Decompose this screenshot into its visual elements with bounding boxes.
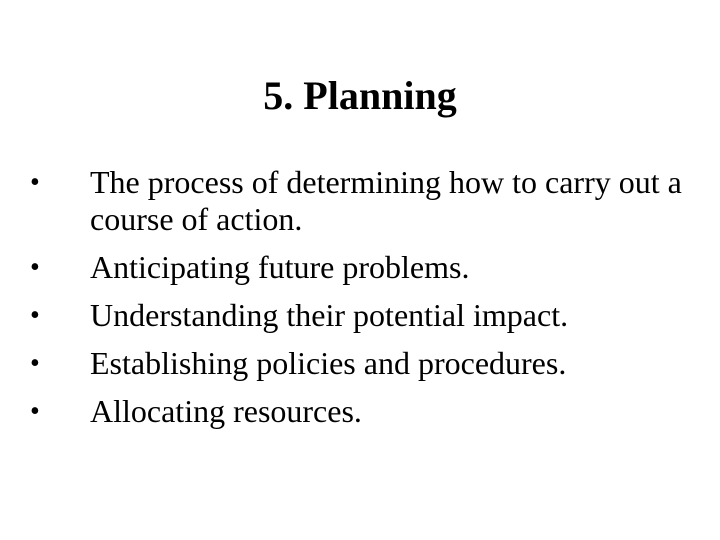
bullet-list: [30, 164, 690, 441]
bullet-item: [30, 393, 690, 430]
bullet-item: [30, 249, 690, 286]
bullet-item: [30, 164, 690, 238]
bullet-marker: •: [30, 300, 40, 331]
bullet-item: [30, 345, 690, 382]
bullet-text: Establishing policies and procedures.: [90, 345, 567, 381]
bullet-item: [30, 297, 690, 334]
bullet-marker: •: [30, 396, 40, 427]
bullet-text: Allocating resources.: [90, 393, 362, 429]
bullet-text: Understanding their potential impact.: [90, 297, 569, 333]
bullet-marker: •: [30, 252, 40, 283]
bullet-text: Anticipating future problems.: [90, 249, 470, 285]
bullet-marker: •: [30, 348, 40, 379]
slide-title: 5. Planning: [263, 73, 457, 118]
bullet-text: The process of determining how to carry out a course of action.: [90, 164, 682, 237]
bullet-marker: •: [30, 167, 40, 198]
